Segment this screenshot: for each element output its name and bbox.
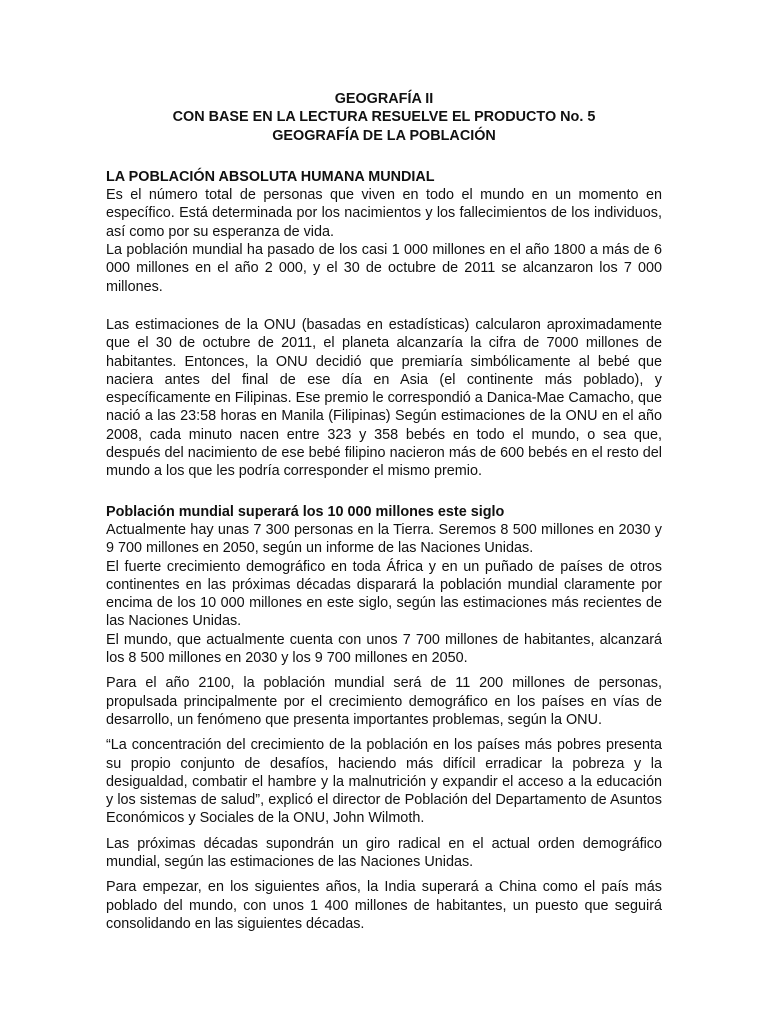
- document-body: [106, 90, 662, 933]
- paragraph-year-2100: Para el año 2100, la población mundial será de 11 200 millones de personas, propulsada principalmente por el crecimiento demográfico en los países en vías de desarrollo, un fenómeno que presenta importantes problemas, según la ONU.: [106, 675, 662, 728]
- paragraph-world-projection: El mundo, que actualmente cuenta con unos 7 700 millones de habitantes, alcanzará los 8 500 millones en 2030 y los 9 700 millones en 2050.: [106, 631, 662, 667]
- paragraph-population-history: La población mundial ha pasado de los casi 1 000 millones en el año 1800 a más de 6 000 millones en el año 2 000, y el 30 de octubre de 2011 se alcanzaron los 7 000 millones.: [106, 242, 662, 295]
- assignment-instruction: CON BASE EN LA LECTURA RESUELVE EL PRODUCTO No. 5: [172, 109, 596, 126]
- document-header: [106, 90, 662, 145]
- section-heading-10000-millions: Población mundial superará los 10 000 millones este siglo: [106, 503, 505, 520]
- section-heading-absolute-population: LA POBLACIÓN ABSOLUTA HUMANA MUNDIAL: [106, 168, 435, 185]
- course-title: GEOGRAFÍA II: [334, 91, 434, 107]
- document-title: GEOGRAFÍA DE LA POBLACIÓN: [272, 127, 496, 144]
- paragraph-india-china: Para empezar, en los siguientes años, la India superará a China como el país más poblado del mundo, con unos 1 400 millones de habitantes, un puesto que seguirá consolidando en las siguientes décadas.: [106, 879, 662, 932]
- paragraph-definition: Es el número total de personas que viven en todo el mundo en un momento en específico. Está determinada por los nacimientos y los fallecimientos de los individuos, así como por su esperanza de vida.: [106, 187, 662, 240]
- paragraph-africa-growth: El fuerte crecimiento demográfico en toda África y en un puñado de países de otros continentes en las próximas décadas disparará la población mundial claramente por encima de los 10 000 millones en este siglo, según las estimaciones más recientes de las Naciones Unidas.: [106, 558, 662, 630]
- paragraph-radical-shift: Las próximas décadas supondrán un giro radical en el actual orden demográfico mundial, según las estimaciones de las Naciones Unidas.: [106, 835, 662, 870]
- paragraph-onu-estimates: Las estimaciones de la ONU (basadas en estadísticas) calcularon aproximadamente que el 30 de octubre de 2011, el planeta alcanzaría la cifra de 7000 millones de habitantes. Entonces, la ONU decidió que premiaría simbólicamente al bebé que naciera antes del final de ese día en Asia (el continente más poblado), y específicamente en Filipinas. Ese premio le correspondió a Danica-Mae Camacho, que nació a las 23:58 horas en Manila (Filipinas) Según estimaciones de la ONU en el año 2008, cada minuto nacen entre 323 y 358 bebés en todo el mundo, o sea que, después del nacimiento de ese bebé filipino nacieron más de 600 bebés en el resto del mundo a los que les podría corresponder el mismo premio.: [106, 316, 662, 480]
- paragraph-wilmoth-quote: “La concentración del crecimiento de la población en los países más pobres presenta su propio conjunto de desafíos, haciendo más difícil erradicar la pobreza y la desigualdad, combatir el hambre y la malnutrición y expandir el acceso a la educación y los sistemas de salud”, explicó el director de Población del Departamento de Asuntos Económicos y Sociales de la ONU, John Wilmoth.: [106, 737, 662, 827]
- paragraph-current-population: Actualmente hay unas 7 300 personas en la Tierra. Seremos 8 500 millones en 2030 y 9 700 millones en 2050, según un informe de las Naciones Unidas.: [106, 521, 662, 557]
